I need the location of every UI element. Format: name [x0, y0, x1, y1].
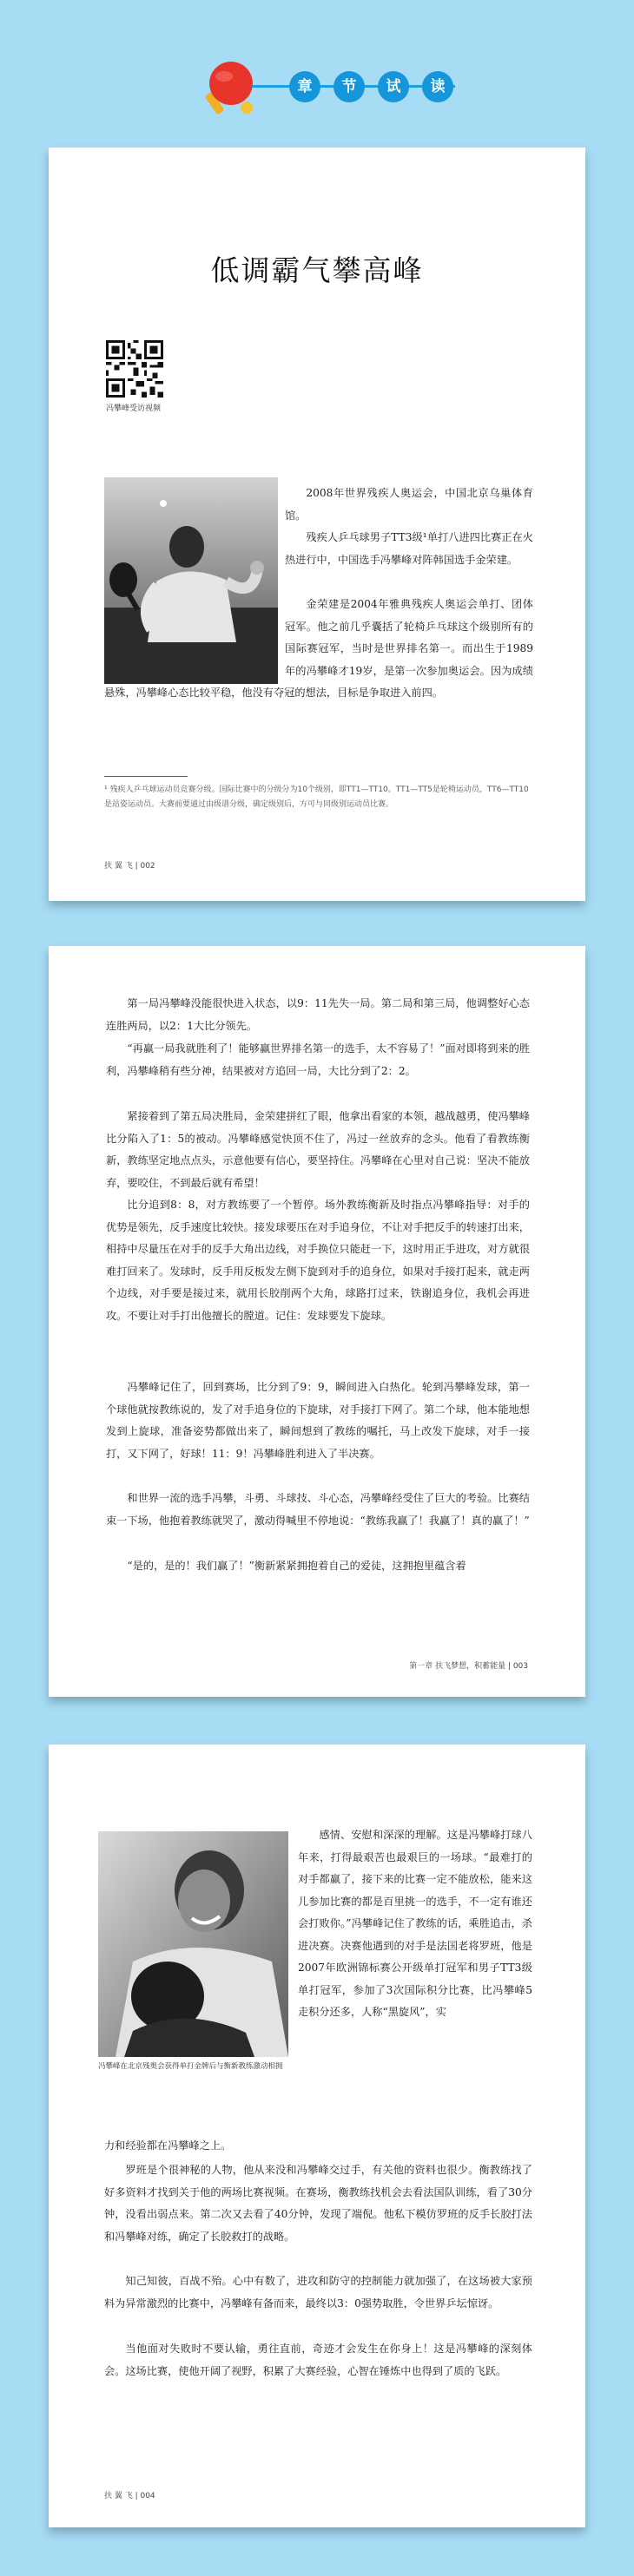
ping-pong-paddle-icon: [198, 57, 255, 123]
paragraph: “是的，是的！我们赢了！”衡新紧紧拥抱着自己的爱徒，这拥抱里蕴含着: [127, 1560, 466, 1572]
paragraph: 第一局冯攀峰没能很快进入状态，以9：11先失一局。第二局和第三局，他调整好心态连胜两局，以2：1大比分领先。: [106, 997, 530, 1032]
photo-caption: 冯攀峰在北京残奥会获得单打金牌后与衡新教练激动相拥: [98, 2062, 283, 2071]
paragraph: 残疾人乒乓球男子TT3级¹单打八进四比赛正在火热进行中，中国选手冯攀峰对阵韩国选手金荣建。: [285, 531, 533, 566]
page-footer: 扶 翼 飞 | 002: [104, 862, 155, 871]
qr-code-icon[interactable]: [106, 340, 163, 398]
banner-char: 读: [422, 71, 453, 102]
coach-embrace-photo: [98, 1831, 288, 2057]
paragraph-text: 金荣建是2004年雅典残疾人奥运会单打、团体冠军。他之前几乎囊括了轮椅乒乓球这个级别所有的国际赛冠军，当时是世界排名第一。而出生于1989年的冯攀峰才19岁，是第一次参加奥运会。因为成绩悬殊，冯攀峰心态比较平稳，他没有夺冠的想法，目标是争取进入前四。: [104, 598, 533, 699]
page-footer: 扶 翼 飞 | 004: [104, 2492, 155, 2500]
paragraph: 知己知彼，百战不殆。心中有数了，进攻和防守的控制能力就加强了，在这场被大家预料为异常激烈的比赛中，冯攀峰有备而来，最终以3：0强势取胜，令世界乒坛惊讶。: [104, 2275, 532, 2310]
footnote-rule: [104, 776, 188, 777]
chapter-banner: [0, 54, 634, 123]
paragraph: [104, 594, 533, 705]
paragraph: 当他面对失败时不要认输，勇往直前，奇迹才会发生在你身上！这是冯攀峰的深刻体会。这场比赛，使他开阔了视野，积累了大赛经验，心智在锤炼中也得到了质的飞跃。: [104, 2343, 532, 2377]
book-page-3: [49, 1745, 585, 2527]
banner-char: 节: [334, 71, 365, 102]
wrap-spacer: [104, 594, 285, 682]
banner-char: 章: [289, 71, 320, 102]
paragraph: 2008年世界残疾人奥运会，中国北京乌巢体育馆。: [285, 487, 533, 522]
footnote: ¹ 残疾人乒乓球运动员竞赛分级。国际比赛中的分级分为10个级别，即TT1—TT10。TT1—TT5是轮椅运动员，TT6—TT10是站姿运动员。大赛前要通过由级谱分级，确定级别后，方可与同级别运动员比赛。: [104, 785, 529, 809]
paragraph: 紧接着到了第五局决胜局，金荣建拼红了眼，他拿出看家的本领，越战越勇，使冯攀峰比分陷入了1：5的被动。冯攀峰感觉快顶不住了，冯过一丝放弃的念头。他看了看教练衡新，教练坚定地点点头，示意他要有信心，要坚持住。冯攀峰在心里对自己说：坚决不能放弃，要咬住，不到最后就有希望！: [106, 1110, 530, 1189]
page-footer: 第一章 扶飞梦想，积蓄能量 | 003: [409, 1662, 528, 1671]
paragraph: 冯攀峰记住了，回到赛场，比分到了9：9，瞬间进入白热化。轮到冯攀峰发球，第一个球他就按教练说的，发了对手追身位的下旋球，对手接打下网了。第二个球，他本能地想发到上旋球，准备姿势都做出来了，瞬间想到了教练的嘱托，马上改发下旋球，对手一接打，又下网了，好球！11：9！冯攀峰胜利进入了半决赛。: [106, 1381, 530, 1460]
paragraph: 和世界一流的选手冯攀，斗勇、斗球技、斗心态，冯攀峰经受住了巨大的考验。比赛结束一下场，他抱着教练就哭了，激动得喊里不停地说：“教练我赢了！我赢了！真的赢了！”: [106, 1492, 530, 1527]
paragraph: 力和经验都在冯攀峰之上。: [104, 2139, 232, 2152]
qr-caption: 冯攀峰受访视频: [106, 404, 162, 413]
banner-char: 试: [378, 71, 409, 102]
book-page-2: [49, 946, 585, 1697]
paragraph: 比分追到8：8，对方教练要了一个暂停。场外教练衡新及时指点冯攀峰指导：对手的优势是领先，反手速度比较快。接发球要压在对手追身位，不让对手把反手的转速打出来，相持中尽量压在对手的反手大角出边线，对手换位只能赶一下，这时用正手进攻，对方就很难打回来了。发球时，反手用反板发左侧下旋到对手的追身位，如果对手接打起来，就走两个边线，对手要是接过来，就用长胶削两个大角，球路打过来，铁谢追身位，我机会再进攻。不要让对手打出他擅长的膛道。记住：发球要发下旋球。: [106, 1199, 530, 1322]
paragraph-wrap: 感情、安慰和深深的理解。这是冯攀峰打球八年来，打得最艰苦也最艰巨的一场球。“最难打的对手都赢了，接下来的比赛一定不能放松，能来这儿参加比赛的都是百里挑一的选手，不一定有谁还会打败你。”冯攀峰记住了教练的话，乘胜追击，杀进决赛。决赛他遇到的对手是法国老将罗班，他是2007年欧洲锦标赛公开级单打冠军和男子TT3级单打冠军，参加了3次国际积分比赛，比冯攀峰5走积分还多，人称“黑旋风”，实: [298, 1829, 532, 2018]
chapter-title: 低调霸气攀高峰: [210, 253, 424, 287]
paragraph: 罗班是个很神秘的人物，他从来没和冯攀峰交过手，有关他的资料也很少。衡教练找了好多资料才找到关于他的两场比赛视频。在赛场，衡教练找机会去看法国队训练，看了30分钟，没看出弱点来。第二次又去看了40分钟，发现了端倪。他私下模仿罗班的反手长胶打法和冯攀峰对练，确定了长胶救打的战略。: [104, 2164, 532, 2243]
book-page-1: [49, 148, 585, 901]
paragraph: “再赢一局我就胜利了！能够赢世界排名第一的选手，太不容易了！”面对即将到来的胜利，冯攀峰稍有些分神，结果被对方追回一局，大比分到了2：2。: [106, 1042, 530, 1077]
